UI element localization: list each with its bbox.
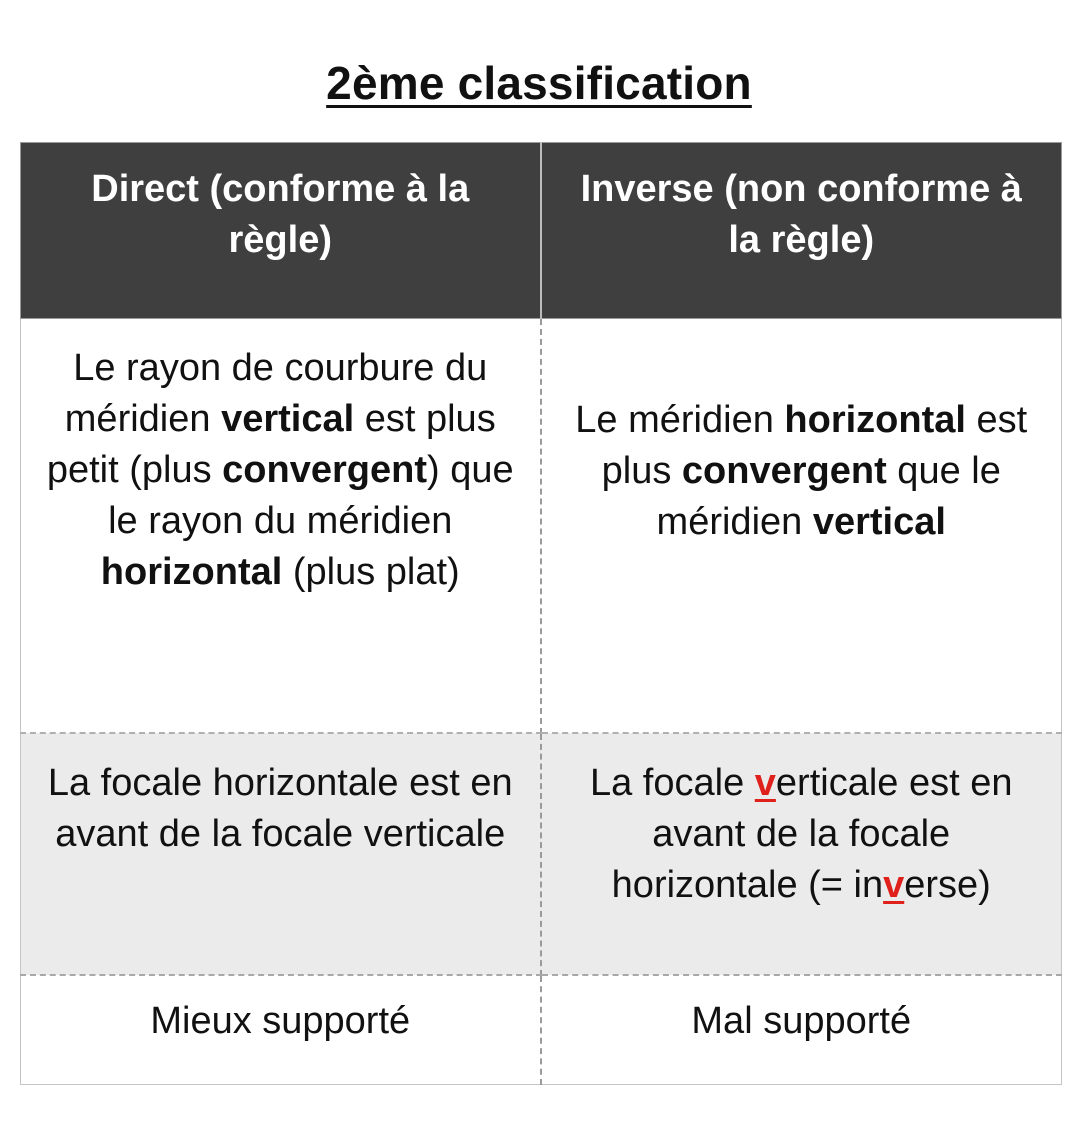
text: Le méridien xyxy=(575,399,785,441)
cell-direct-tolerance: Mieux supporté xyxy=(21,975,541,1085)
text: est plus xyxy=(601,399,1028,492)
table-row-tolerance xyxy=(21,975,1062,1085)
header-direct: Direct (conforme à la règle) xyxy=(21,143,541,319)
text: (plus plat) xyxy=(282,551,460,593)
text: erticale est en avant de la focale horizontale (= in xyxy=(611,761,1013,906)
cell-inverse-radius xyxy=(541,319,1062,733)
table-header-row xyxy=(21,143,1062,319)
text: que le méridien xyxy=(656,450,1001,543)
bold-term: horizontal xyxy=(784,399,966,441)
text: La focale xyxy=(589,761,755,804)
cell-direct-radius xyxy=(21,319,541,733)
page-title: 2ème classification xyxy=(326,57,752,109)
bold-term: vertical xyxy=(221,398,355,440)
cell-direct-focal: La focale horizontale est en avant de la focale verticale xyxy=(21,733,541,975)
text: ) que le rayon du méridien xyxy=(108,449,514,542)
text: erse) xyxy=(904,863,991,906)
classification-table xyxy=(20,142,1062,1085)
highlight-letter: v xyxy=(754,761,776,804)
bold-term: convergent xyxy=(681,450,887,492)
text: Le rayon de courbure du méridien xyxy=(64,347,488,440)
text: est plus petit (plus xyxy=(46,398,496,491)
cell-inverse-tolerance: Mal supporté xyxy=(541,975,1062,1085)
table-row-radius xyxy=(21,319,1062,733)
cell-inverse-focal xyxy=(541,733,1062,975)
header-inverse: Inverse (non conforme à la règle) xyxy=(541,143,1062,319)
bold-term: convergent xyxy=(222,449,427,491)
highlight-letter: v xyxy=(883,863,905,906)
table-row-focal xyxy=(21,733,1062,975)
bold-term: vertical xyxy=(812,501,946,543)
bold-term: horizontal xyxy=(100,551,283,593)
